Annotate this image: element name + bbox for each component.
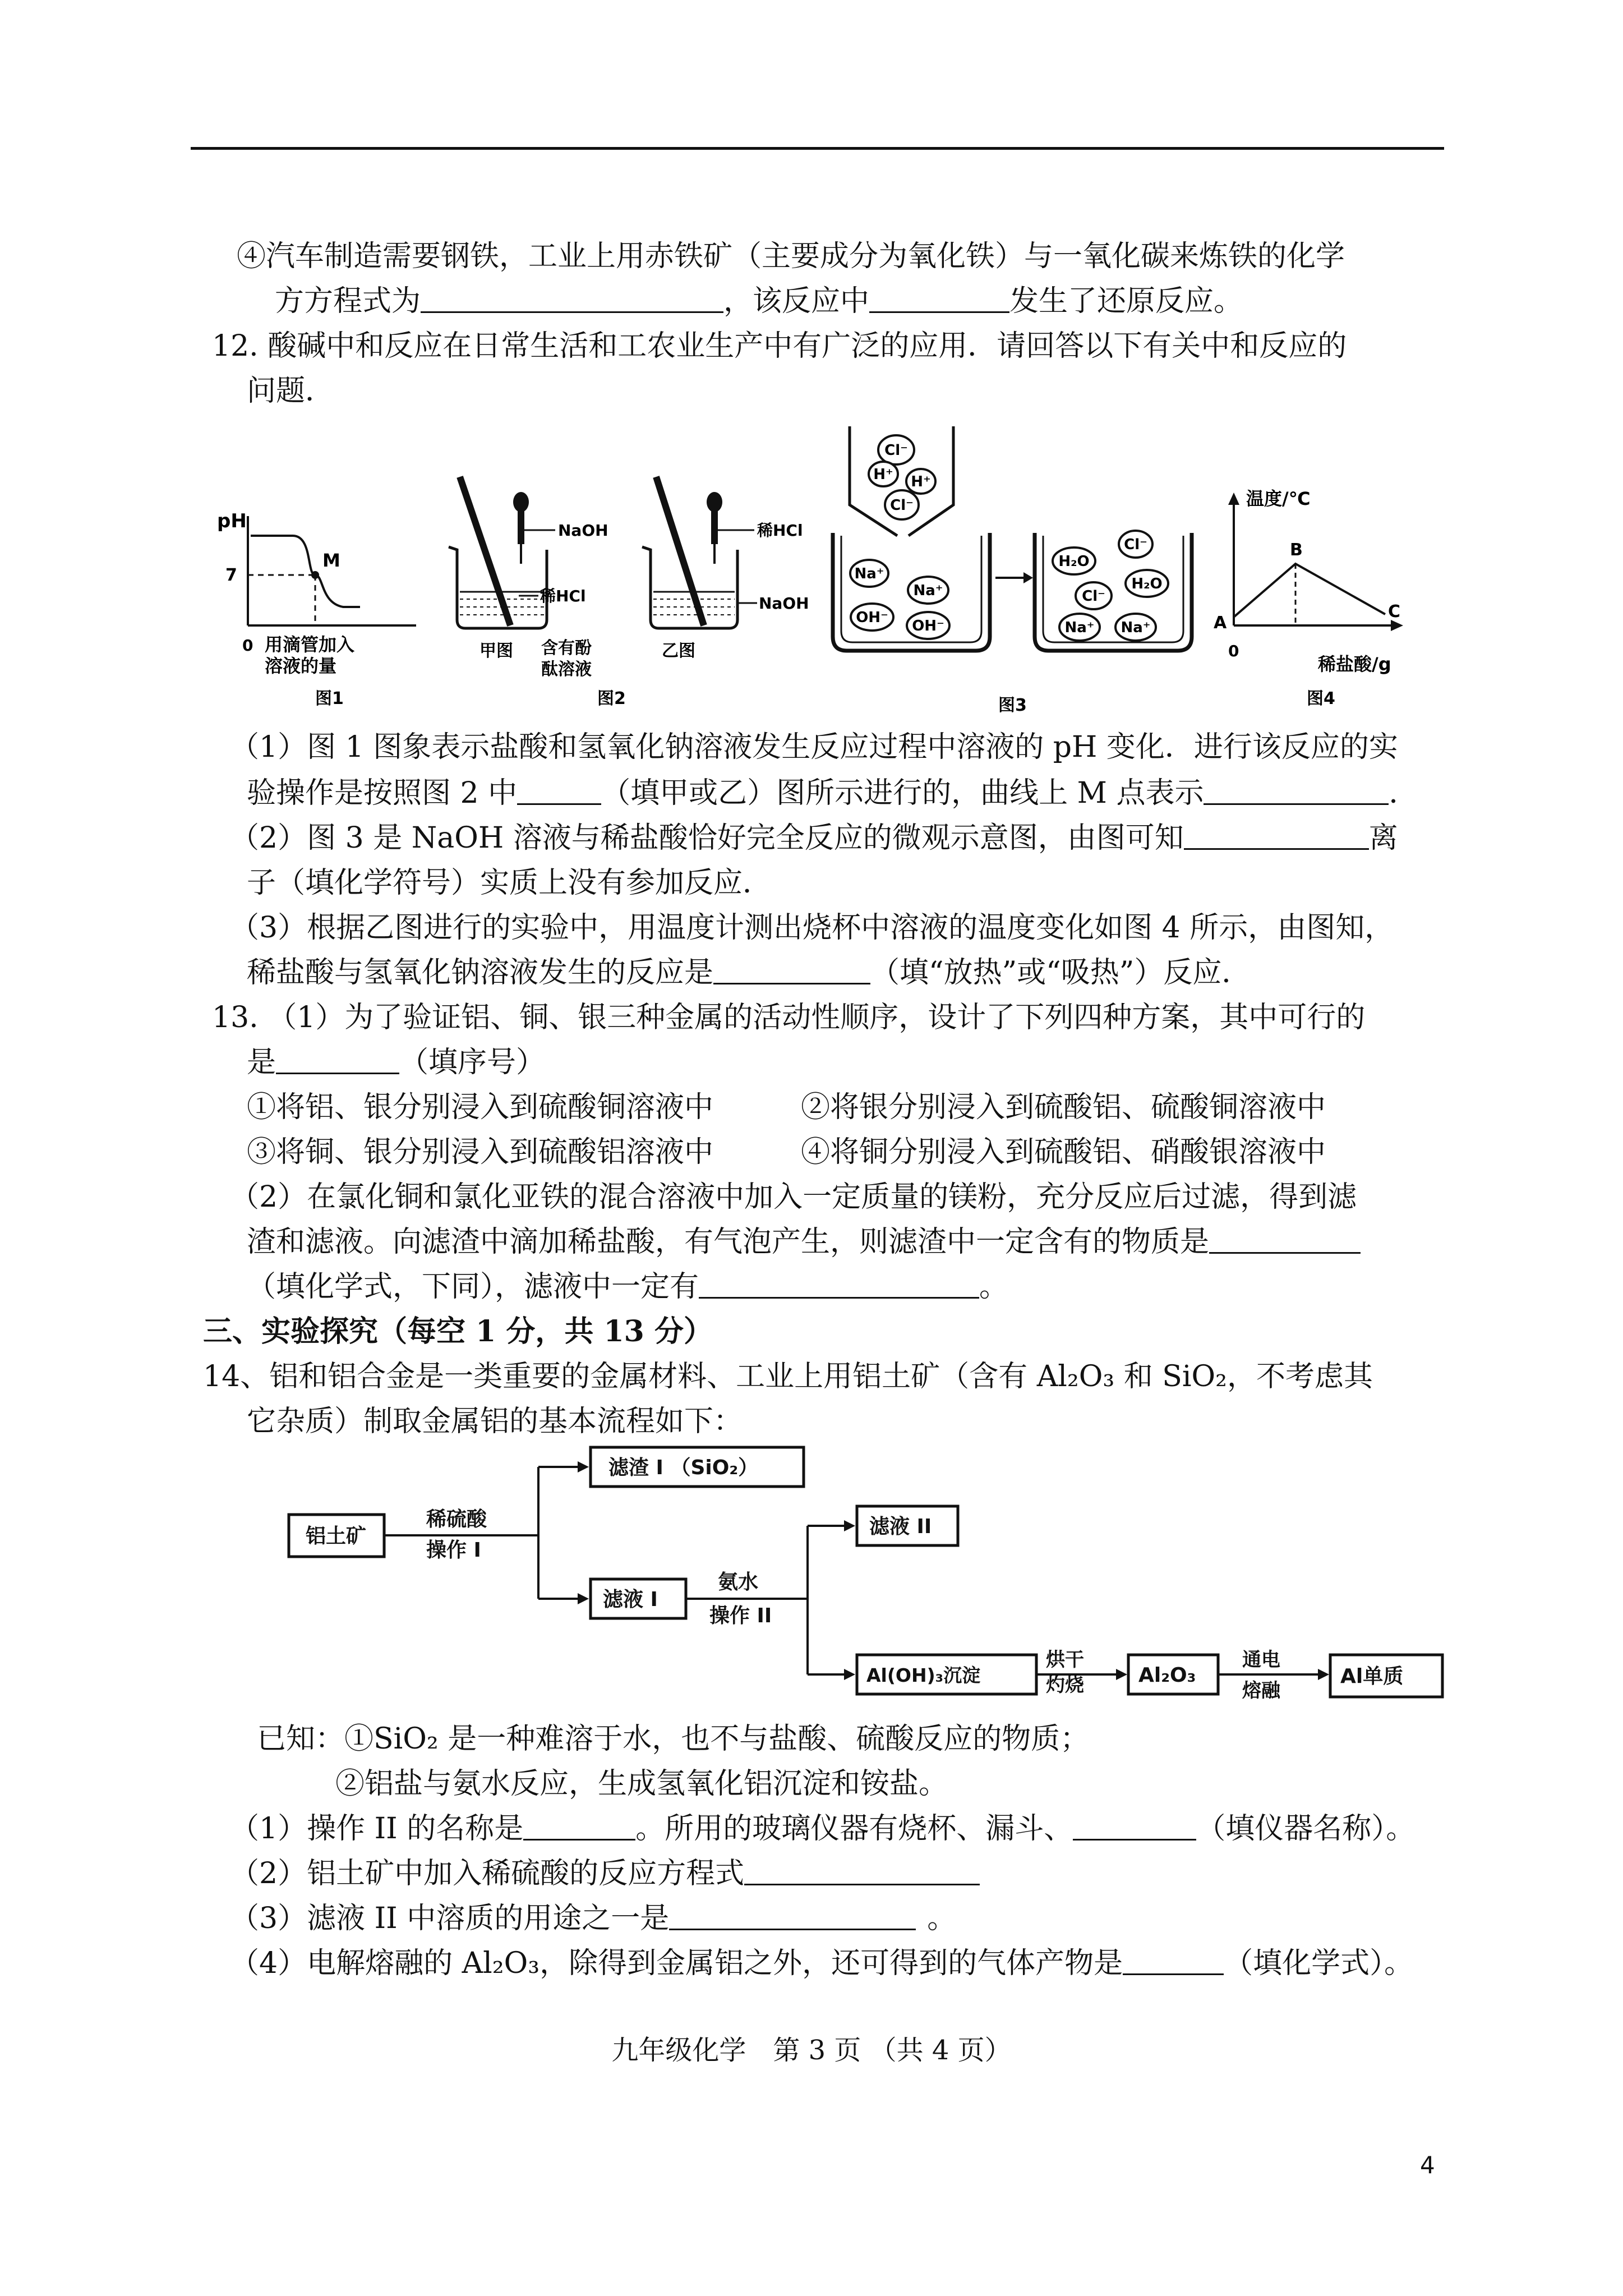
fig3-h2o-2: H₂O (1131, 576, 1163, 592)
answer-blank (1184, 821, 1369, 850)
fig2-hcl-jia: 稀HCl (540, 587, 586, 605)
fig3-na-4: Na⁺ (1121, 619, 1151, 636)
fig4-origin: 0 (1228, 642, 1239, 660)
fig2-hcl-yi: 稀HCl (757, 521, 803, 540)
q13-option-3: ③将铜、银分别浸入到硫酸铝溶液中 (247, 1135, 714, 1169)
q12-p1-line2: 验操作是按照图 2 中 （填甲或乙）图所示进行的，曲线上 M 点表示 ． (247, 776, 1418, 810)
fig4-a: A (1214, 613, 1227, 633)
q13-p2-line1: （2）在氯化铜和氯化亚铁的混合溶液中加入一定质量的镁粉，充分反应后过滤，得到滤 (230, 1180, 1357, 1214)
figure-2-beakers (435, 466, 838, 715)
fig2-naoh-yi: NaOH (759, 594, 809, 613)
answer-blank (713, 956, 870, 984)
fig3-na-3: Na⁺ (1064, 619, 1095, 636)
fig3-oh-2: OH⁻ (912, 618, 944, 634)
answer-blank (1073, 1812, 1196, 1841)
fig3-caption: 图3 (998, 696, 1027, 715)
flow-al: Al单质 (1340, 1665, 1404, 1688)
fig1-seven: 7 (225, 565, 237, 585)
fig3-na-2: Na⁺ (913, 582, 943, 599)
flow-chart (280, 1442, 1481, 1724)
fig2-yi-label: 乙图 (662, 641, 695, 661)
fig2-phenol-1: 含有酚 (541, 638, 592, 658)
answer-blank (523, 1812, 635, 1841)
flow-elec1: 通电 (1242, 1649, 1280, 1671)
fig2-jia-label: 甲图 (479, 641, 513, 661)
answer-blank (1209, 1225, 1361, 1254)
q11-item4-line1: ④汽车制造需要钢铁，工业上用赤铁矿（主要成分为氧化铁）与一氧化碳来炼铁的化学 (237, 240, 1345, 273)
fig1-xlabel-1: 用滴管加入 (265, 634, 355, 655)
answer-blank (699, 1270, 979, 1299)
fig4-c: C (1388, 602, 1401, 622)
flow-al2o3: Al₂O₃ (1138, 1664, 1196, 1687)
q12-p2-line2: 子（填化学符号）实质上没有参加反应． (247, 866, 772, 900)
q14-line1: 14、铝和铝合金是一类重要的金属材料、工业上用铝土矿（含有 Al₂O₃ 和 SiO₂，不考虑其 (203, 1360, 1373, 1393)
flow-filtrate1: 滤液 I (603, 1588, 658, 1611)
answer-blank (421, 284, 723, 313)
fig1-point-m: M (322, 550, 340, 571)
fig1-caption: 图1 (315, 689, 344, 708)
fig4-b: B (1290, 540, 1303, 560)
q12-stem-line2: 问题． (247, 374, 335, 408)
q12-p2-line1: （2）图 3 是 NaOH 溶液与稀盐酸恰好完全反应的微观示意图，由图可知 离 (230, 821, 1398, 855)
q14-line2: 它杂质）制取金属铝的基本流程如下： (247, 1405, 743, 1438)
fig1-xlabel-2: 溶液的量 (265, 655, 337, 677)
fig2-phenol-2: 酞溶液 (541, 660, 592, 679)
flow-op2: 操作 II (709, 1604, 772, 1627)
fig3-h2o-1: H₂O (1058, 553, 1090, 570)
q13-line1: 13. （1）为了验证铝、铜、银三种金属的活动性顺序，设计了下列四种方案，其中可行的 (212, 1001, 1366, 1034)
fig4-caption: 图4 (1307, 689, 1335, 708)
answer-blank (276, 1046, 399, 1074)
fig4-xlabel: 稀盐酸/g (1318, 654, 1391, 675)
fig2-caption: 图2 (597, 689, 626, 708)
answer-blank (517, 776, 601, 805)
flow-filtrate2: 滤液 II (869, 1515, 932, 1538)
fig4-ylabel: 温度/℃ (1246, 488, 1311, 509)
q14-known-2: ②铝盐与氨水反应，生成氢氧化铝沉淀和铵盐。 (335, 1767, 948, 1801)
fig3-h-1: H⁺ (873, 466, 893, 483)
q14-p3: （3）滤液 II 中溶质的用途之一是 。 (230, 1902, 957, 1935)
answer-blank (869, 284, 1009, 313)
fig1-origin: 0 (242, 636, 253, 655)
flow-dry1: 烘干 (1046, 1649, 1084, 1671)
q12-p3-line2: 稀盐酸与氢氧化钠溶液发生的反应是 （填“放热”或“吸热”）反应． (247, 956, 1251, 990)
figure-1-ph-curve (209, 482, 433, 715)
q13-option-1: ①将铝、银分别浸入到硫酸铜溶液中 (247, 1091, 714, 1124)
flow-residue1: 滤渣 I （SiO₂） (608, 1456, 759, 1479)
q11-item4-line2: 方方程式为 ，该反应中 发生了还原反应。 (275, 284, 1243, 318)
fig3-na-1: Na⁺ (854, 565, 884, 582)
figure-3-micro-view (830, 415, 1228, 720)
flow-dry2: 灼烧 (1046, 1674, 1084, 1696)
flow-acid: 稀硫酸 (426, 1508, 487, 1531)
q13-option-4: ④将铜分别浸入到硫酸铝、硝酸银溶液中 (801, 1135, 1326, 1169)
answer-blank (744, 1857, 980, 1885)
q13-option-2: ②将银分别浸入到硫酸铝、硫酸铜溶液中 (801, 1091, 1326, 1124)
figure-4-temperature-curve (1206, 482, 1430, 715)
q12-p1-line1: （1）图 1 图象表示盐酸和氢氧化钠溶液发生反应过程中溶液的 pH 变化．进行该反应的实 (230, 730, 1398, 764)
answer-blank (1123, 1947, 1224, 1975)
answer-blank (669, 1902, 916, 1930)
q13-line2: 是 （填序号） (247, 1046, 546, 1079)
section-3-title: 三、实验探究（每空 1 分，共 13 分） (203, 1314, 713, 1349)
q13-p2-line3: （填化学式，下同），滤液中一定有 。 (247, 1270, 1009, 1304)
fig1-ylabel: pH (217, 510, 247, 532)
q13-p2-line2: 渣和滤液。向滤渣中滴加稀盐酸，有气泡产生，则滤渣中一定含有的物质是 (247, 1224, 1361, 1260)
q12-p3-line1: （3）根据乙图进行的实验中，用温度计测出烧杯中溶液的温度变化如图 4 所示，由图知， (230, 911, 1394, 945)
q14-p2: （2）铝土矿中加入稀硫酸的反应方程式 (230, 1856, 980, 1892)
q12-stem-line1: 12. 酸碱中和反应在日常生活和工农业生产中有广泛的应用．请回答以下有关中和反应的 (212, 329, 1347, 363)
fig2-naoh-jia: NaOH (558, 521, 608, 540)
page-number: 4 (1420, 2151, 1435, 2179)
fig3-cl-2: Cl⁻ (890, 497, 914, 514)
flow-op1: 操作 I (426, 1539, 481, 1562)
fig3-cl-3: Cl⁻ (1124, 536, 1147, 553)
q14-known-1: 已知：①SiO₂ 是一种难溶于水，也不与盐酸、硫酸反应的物质； (257, 1722, 1090, 1756)
fig3-cl-1: Cl⁻ (884, 442, 908, 459)
flow-bauxite: 铝土矿 (306, 1525, 367, 1548)
fig3-oh-1: OH⁻ (856, 609, 888, 626)
flow-aloh3: Al(OH)₃沉淀 (866, 1664, 981, 1686)
answer-blank (1204, 776, 1389, 805)
fig3-h-2: H⁺ (911, 473, 931, 490)
fig3-cl-4: Cl⁻ (1082, 588, 1105, 605)
flow-elec2: 熔融 (1242, 1680, 1280, 1702)
header-rule (191, 147, 1444, 150)
q14-p4: （4）电解熔融的 Al₂O₃，除得到金属铝之外，还可得到的气体产物是 （填化学式）。 (230, 1947, 1414, 1980)
page-footer: 九年级化学 第 3 页 （共 4 页） (611, 2035, 1012, 2066)
flow-ammonia: 氨水 (718, 1571, 759, 1594)
q14-p1: （1）操作 II 的名称是 。所用的玻璃仪器有烧杯、漏斗、 （填仪器名称）。 (230, 1812, 1415, 1846)
